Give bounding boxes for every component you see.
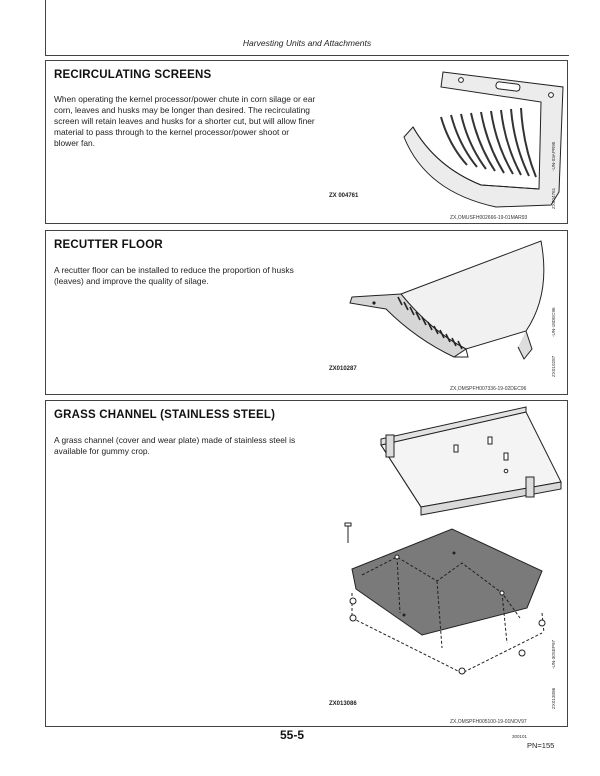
side-code: -UN-18DEC96 bbox=[551, 307, 556, 337]
section-title: RECIRCULATING SCREENS bbox=[54, 69, 212, 81]
figure-code: ZX,OMSPFH007336-19-02DEC96 bbox=[450, 386, 527, 392]
section-grass-channel bbox=[45, 400, 568, 727]
recirculating-screen-illustration bbox=[401, 67, 571, 212]
running-header: Harvesting Units and Attachments bbox=[242, 38, 372, 48]
side-code: ZX004761 bbox=[551, 187, 556, 209]
page-number: 55-5 bbox=[280, 728, 305, 742]
figure-label: ZX 004761 bbox=[329, 193, 359, 199]
section-body: When operating the kernel processor/power chute in corn silage or ear corn, leaves and husks may be longer than desired. The recirculating screen will retain leaves and husks for a shorter cut, but will allow finer material to pass through to the kernel processor/power shoot or blower fan. bbox=[54, 94, 316, 148]
section-body: A grass channel (cover and wear plate) made of stainless steel is available for gummy crop. bbox=[54, 435, 296, 456]
pn-number: PN=155 bbox=[527, 741, 555, 750]
header-rule bbox=[45, 55, 569, 56]
grass-channel-wear-plate-illustration bbox=[342, 523, 557, 673]
section-recutter-floor bbox=[45, 230, 568, 395]
side-code: -UN-03APR95 bbox=[551, 141, 556, 171]
section-recirculating-screens bbox=[45, 60, 568, 224]
side-code: ZX010287 bbox=[551, 355, 556, 377]
figure-code: ZX,OMUSFH002666-19-01MAR93 bbox=[450, 215, 528, 221]
figure-code: ZX,OMSPFH005100-19-01NOV97 bbox=[450, 719, 527, 725]
grass-channel-cover-illustration bbox=[376, 407, 566, 512]
section-body: A recutter floor can be installed to reduce the proportion of husks (leaves) and improve the quality of silage. bbox=[54, 265, 294, 286]
date-code: 300101 bbox=[512, 734, 528, 739]
side-code: -UN-30SEP97 bbox=[551, 639, 556, 669]
figure-label: ZX010287 bbox=[329, 366, 357, 372]
recutter-floor-illustration bbox=[346, 239, 556, 364]
figure-label: ZX013086 bbox=[329, 701, 357, 707]
side-code: ZX013086 bbox=[551, 687, 556, 709]
section-title: GRASS CHANNEL (STAINLESS STEEL) bbox=[54, 409, 276, 421]
section-title: RECUTTER FLOOR bbox=[54, 239, 163, 251]
